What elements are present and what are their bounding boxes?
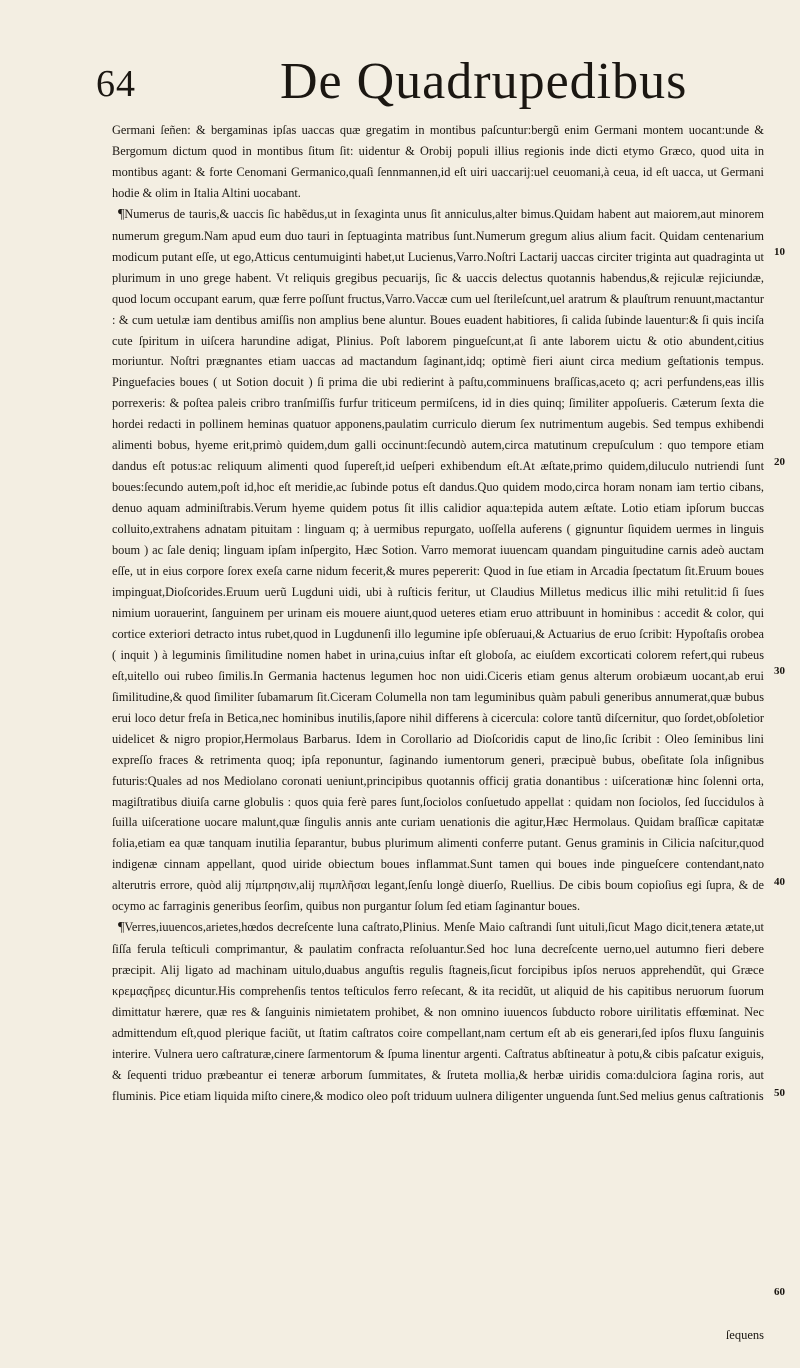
paragraph-2 [112, 204, 764, 917]
margin-number: 30 [774, 665, 785, 677]
margin-number: 50 [774, 1087, 785, 1099]
paragraph-mark: ¶ [118, 920, 125, 936]
paragraph-1 [112, 120, 764, 204]
body-text [112, 120, 764, 1107]
running-head: De Quadrupedibus [280, 53, 688, 110]
margin-line-numbers [760, 0, 800, 1368]
paragraph-text: Numerus de tauris,& uaccis ſic habẽdus,ut in ſexaginta unus ſit anniculus,alter bimus.Quidam habent aut maiorem,aut minorem numerum gregum.Nam apud eum duo tauri in ſeptuaginta matribus ſunt.Numerum gregum alius alium facit. Quidam centenarium modicum putant eſſe, ut ego,Atticus centumuiginti habet,ut Lucienus,Varro.Noſtri Lactarij uaccas circiter triginta aut quadraginta ut plurimum in uno grege habent. Vt reliquis gregibus pecuarijs, ſic & uaccis delectus quotannis habendus,& rejiculæ rejiciundæ, quod locum occupant earum, quæ ferre poſſunt fructus,Varro.Vaccæ cum uel ſterileſcunt,uel aratrum & plauſtrum renuunt,mactantur : & cum uetulæ iam dentibus amiſſis non amplius bene aluntur. Boues euadent habitiores, ſi calida ſubinde lauentur:& ſi quis inciſa cute ſpiritum in uiſcera harundine adigat, Plinius. Poſt laborem pingueſcunt,at ſi ante laborem uictu & otio abundent,citius moriuntur. Noſtri prægnantes etiam uaccas ad mactandum ſaginant,idq; optimè fieri aiunt circa medium geſtationis tempus. Pinguefacies boues ( ut Sotion docuit ) ſi prima die ubi redierint à paſtu,comminuens braſſicas,aceto q; acri perfundens,eas illis porrexeris: & poſtea paleis cribro tranſmiſſis furfur triticeum permiſcens, id in dies quinq; ſimiliter appoſueris. Cæterum ſexta die hordei redacti in pollinem heminas quatuor apponens,paulatim curriculo dierum ſex nutrimentum augebis. Sed tempus exhibendi alimenti bobus, hyeme erit,primò quidem,dum galli occinunt:ſecundò autem,circa matutinum crepuſculum : quo tempore etiam dandus eſt potus:ac reliquum alimenti quod ſupereſt,id ueſperi exhibendum eſt.At æſtate,primo quidem,diluculo nutriendi ſunt boues:ſecundo autem,poſt id,hoc eſt meridie,ac ſubinde potus eſt dandus.Quo quidem modo,circa horam nonam iam tertio cibans, denuo aquam adminiſtrabis.Verum hyeme quidem potus ſit illis calidior aqua:tepida autem æſtate. Lotio etiam ipſorum buccas colluito,extrahens adnatam pituitam : linguam q; à uermibus repurgato, uoſſella auferens ( gignuntur ſiquidem uermes in linguis boum ) ac ſale deniq; linguam ipſam inſpergito, Hæc Sotion. Varro memorat iuuencam quandam pinguitudine carnis adeò auctam eſſe, ut in eius corpore ſorex exeſa carne nidum fecerit,& mures pepererit: Quod in ſue etiam in Arcadia ſpectatum ſit.Eruum boues impinguat,Dioſcorides.Eruum uerũ Lugduni uidi, ubi à ruſticis feritur, ut Claudius Milletus medicus illic mihi retulit:id ſi ſues nimium uorauerint, ſanguinem per urinam eis mouere aiunt,quod ueteres etiam eruo attribuunt in hominibus : accedit & color, qui cortice exteriori detracto intus rubet,quod in Lugdunenſi illo legumine ipſe obſeruaui,& Actuarius de eruo ſcribit: Hypoſtaſis orobea ( inquit ) à leguminis ſimilitudine nomen habet in urina,cuius inſtar eſt globoſa, ac eiuſdem excorticati colorem refert,qui rubeus eſt,uitello oui rubeo ſimilis.In Germania hactenus legumen hoc non uidi.Ciceris etiam genus alterum orobiæum uocant,ab erui ſimilitudine,& quod ſimiliter ſubamarum ſit.Ciceram Columella non tam leguminibus quàm pabuli generibus annumerat,quæ bubus erui loco detur freſa in Betica,nec hominibus inutilis,ſapore nihil differens à cicercula: colore tantũ diſcernitur, quo ſordet,obſoletior uidelicet & nigro propior,Hermolaus Barbarus. Idem in Corollario ad Dioſcoridis caput de lino,ſic ſcribit : Oleo ſeminibus lini expreſſo fraces & retrimenta quoq; ipſa reponuntur, ſaginando iumentorum generi, præcipuè bubus, obeſitate ſola inſignibus futuris:Quales ad nos Mediolano coronati ueniunt,principibus quotannis officij gratia donantibus : uiſcerationæ hinc ſolenni orta, magiſtratibus diuiſa carne globulis : quos quia ferè pares ſunt,ſociolos conſuetudo appellat : quidam non ſociolos, ſed ſuccidulos à ſuilla uiſceratione uocare malunt,quæ ſingulis annis ante curiam uenationis die agitur,Hæc Hermolaus. Quidam braſſicæ capitatæ folia,etiam ea quæ tanquam inutilia ſeparantur, bubus plurimum alimenti conferre putant. Genus graminis in Cilicia naſcitur,quod indigenæ cinnam appellant, quod uiride obiectum boues inflammat.Sunt tamen qui boues inde pingueſcere contendant,nato alterutris errore, quòd alij πίμπρησιν,alij πιμπλῆσαι legant,ſenſu longè diuerſo, Ruellius. De cibis boum copioſius egi ſupra, & de ocymo ac farraginis generibus ſeorſim, quibus non purgantur ſolum ſed etiam ſaginantur boues. [112, 206, 764, 914]
margin-number: 40 [774, 876, 785, 888]
paragraph-mark: ¶ [118, 206, 125, 222]
margin-number: 20 [774, 456, 785, 468]
paragraph-3 [112, 917, 764, 1107]
paragraph-text: Germani ſeñen: & bergaminas ipſas uaccas quæ gregatim in montibus paſcuntur:bergũ enim Germani montem uocant:unde & Bergomum dictum quod in montibus ſitum ſit: uidentur & Orobij populi illius regionis inde dicti etymo Græco, quod uita in montibus agant: & forte Cenomani Germanico,quaſi ſennmannen,id eſt uiri uaccarij:uel ceuomani,à ceua, id eſt uacca, ut Germani hodie & olim in Italia Altini uocabant. [112, 123, 764, 200]
paragraph-text: Verres,iuuencos,arietes,hœdos decreſcente luna caſtrato,Plinius. Menſe Maio caſtrandi ſunt uituli,ſicut Mago dicit,tenera ætate,ut ſiſſa ferula teſticuli comprimantur, & paulatim confracta reſoluantur.Sed hoc luna decreſcente uerno,uel autumno fieri debere præcipit. Alij ligato ad machinam uitulo,duabus anguſtis regulis ſtagneis,ſicut forcipibus ipſos neruos apprehendũt, qui Græce κρεμαςῆρες dicuntur.His comprehenſis tentos teſticulos ferro reſecant, & ita recidũt, ut aliquid de his capitibus neruorum ſuorum dimittatur hærere, quæ res & ſanguinis nimietatem prohibet, & non omnino iuuencos ſubducto robore uirilitatis effœminat. Nec admittendum eſt,quod plerique faciũt, ut ſtatim caſtratos coire compellant,nam certum eſt ab eis generari,ſed ipſos fluxu ſanguinis interire. Vulnera uero caſtraturæ,cinere ſarmentorum & ſpuma linentur argenti. Caſtratus abſtineatur à potu,& cibis paſcatur exiguis, & ſequenti triduo præbeantur ei teneræ arborum ſummitates, & ſruteta mollia,& herbæ uiridis coma:dulciora ſagina roris, aut fluminis. Pice etiam liquida miſto cinere,& modico oleo poſt triduum uulnera diligenter unguenda ſunt.Sed melius genus caſtrationis [112, 920, 764, 1103]
margin-number: 10 [774, 246, 785, 258]
page-number: 64 [96, 63, 136, 105]
page-header [96, 52, 716, 112]
margin-number: 60 [774, 1286, 785, 1298]
catchword: ſequens [725, 1328, 764, 1342]
